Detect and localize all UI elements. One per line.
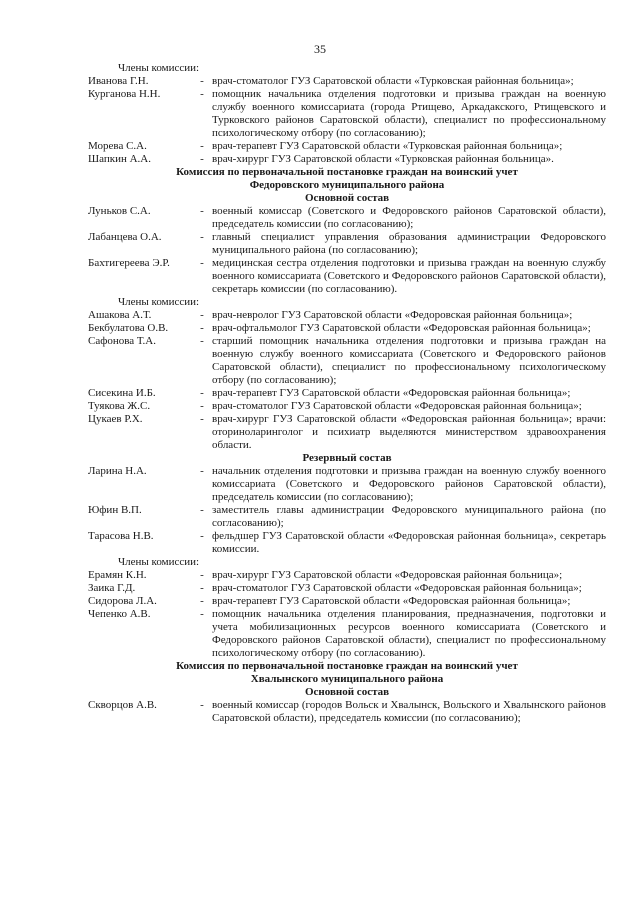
dash-separator: -: [200, 322, 204, 334]
member-entry: [88, 608, 606, 660]
dash-separator: -: [200, 400, 204, 412]
section-heading: Комиссия по первоначальной постановке граждан на воинский учет: [176, 166, 518, 178]
member-name: Ларина Н.А.: [88, 465, 147, 477]
dash-separator: -: [200, 309, 204, 321]
dash-separator: -: [200, 153, 204, 165]
member-description: военный комиссар (городов Вольск и Хвалынск, Вольского и Хвалынского районов Саратовской области), председатель комиссии (по согласованию);: [212, 699, 606, 724]
member-description: врач-стоматолог ГУЗ Саратовской области «Федоровская районная больница»;: [212, 582, 582, 594]
member-description: начальник отделения подготовки и призыва граждан на военную службу военного комиссариата (Советского и Федоровского районов Саратовской области), председатель комиссии (по согласованию);: [212, 465, 606, 503]
member-name: Цукаев Р.Х.: [88, 413, 143, 425]
member-name: Бекбулатова О.В.: [88, 322, 169, 334]
member-name: Иванова Г.Н.: [88, 75, 149, 87]
member-description: старший помощник начальника отделения подготовки и призыва граждан на военную службу военного комиссариата (Советского и Федоровского районов Саратовской области), специалист по профессиональному психологическому отбору (по согласованию);: [212, 335, 606, 386]
dash-separator: -: [200, 231, 204, 243]
member-entry: [88, 335, 606, 387]
member-entry: [88, 569, 606, 582]
member-name: Туякова Ж.С.: [88, 400, 151, 412]
member-entry: [88, 530, 606, 556]
member-description: главный специалист управления образования администрации Федоровского муниципального района (по согласованию);: [212, 231, 606, 256]
member-entry: [88, 322, 606, 335]
dash-separator: -: [200, 595, 204, 607]
member-name: Сидорова Л.А.: [88, 595, 157, 607]
member-entry: [88, 504, 606, 530]
dash-separator: -: [200, 582, 204, 594]
member-entry: [88, 465, 606, 504]
member-description: военный комиссар (Советского и Федоровского районов Саратовской области), председатель комиссии (по согласованию);: [212, 205, 606, 230]
member-name: Заика Г.Д.: [88, 582, 136, 594]
member-entry: [88, 413, 606, 452]
member-entry: [88, 257, 606, 296]
member-entry: [88, 205, 606, 231]
member-entry: [88, 699, 606, 725]
section-heading: Основной состав: [304, 192, 390, 204]
member-entry: [88, 88, 606, 140]
member-description: помощник начальника отделения планирования, предназначения, подготовки и учета мобилизационных ресурсов военного комиссариата (Советского и Федоровского районов Саратовской области), специалист по профессиональному психологическому отбору (по согласованию).: [212, 608, 606, 659]
member-description: медицинская сестра отделения подготовки и призыва граждан на военную службу военного комиссариата (Советского и Федоровского районов Саратовской области), секретарь комиссии (по согласованию).: [212, 257, 606, 295]
dash-separator: -: [200, 75, 204, 87]
dash-separator: -: [200, 465, 204, 477]
members-subheading: Члены комиссии:: [118, 296, 200, 308]
dash-separator: -: [200, 88, 204, 100]
member-name: Курганова Н.Н.: [88, 88, 161, 100]
dash-separator: -: [200, 608, 204, 620]
member-name: Луньков С.А.: [88, 205, 151, 217]
member-description: врач-хирург ГУЗ Саратовской области «Федоровская районная больница»; врачи: оториноларинголог и психиатр выделяются министерством здравоохранения области.: [212, 413, 606, 451]
member-name: Сафонова Т.А.: [88, 335, 156, 347]
member-entry: [88, 75, 606, 88]
member-description: врач-терапевт ГУЗ Саратовской области «Федоровская районная больница»;: [212, 595, 571, 607]
dash-separator: -: [200, 530, 204, 542]
member-entry: [88, 153, 606, 166]
member-name: Ашакова А.Т.: [88, 309, 152, 321]
member-entry: [88, 595, 606, 608]
member-name: Ерамян К.Н.: [88, 569, 147, 581]
member-description: помощник начальника отделения подготовки и призыва граждан на военную службу военного комиссариата (города Ртищево, Аркадакского, Ртищевского и Турковского районов Саратовской области), специалист по профессиональному психологическому отбору (по согласованию);: [212, 88, 606, 139]
document-body: [88, 62, 606, 725]
member-entry: [88, 140, 606, 153]
member-description: врач-терапевт ГУЗ Саратовской области «Турковская районная больница»;: [212, 140, 563, 152]
dash-separator: -: [200, 257, 204, 269]
member-description: врач-стоматолог ГУЗ Саратовской области «Федоровская районная больница»;: [212, 400, 582, 412]
member-name: Сисекина И.Б.: [88, 387, 156, 399]
member-description: врач-стоматолог ГУЗ Саратовской области «Турковская районная больница»;: [212, 75, 574, 87]
member-name: Бахтигереева Э.Р.: [88, 257, 170, 269]
member-description: заместитель главы администрации Федоровского муниципального района (по согласованию);: [212, 504, 606, 529]
section-heading: Резервный состав: [302, 452, 392, 464]
dash-separator: -: [200, 699, 204, 711]
member-name: Скворцов А.В.: [88, 699, 157, 711]
dash-separator: -: [200, 140, 204, 152]
section-heading: Хвалынского муниципального района: [250, 673, 444, 685]
member-description: врач-офтальмолог ГУЗ Саратовской области «Федоровская районная больница»;: [212, 322, 591, 334]
member-description: врач-терапевт ГУЗ Саратовской области «Федоровская районная больница»;: [212, 387, 571, 399]
member-description: врач-невролог ГУЗ Саратовской области «Федоровская районная больница»;: [212, 309, 573, 321]
member-name: Лабанцева О.А.: [88, 231, 162, 243]
member-name: Чепенко А.В.: [88, 608, 151, 620]
section-heading: Основной состав: [304, 686, 390, 698]
member-entry: [88, 400, 606, 413]
page-number: 35: [314, 42, 326, 56]
dash-separator: -: [200, 504, 204, 516]
members-subheading: Члены комиссии:: [118, 556, 200, 568]
member-name: Тарасова Н.В.: [88, 530, 154, 542]
dash-separator: -: [200, 413, 204, 425]
member-entry: [88, 231, 606, 257]
dash-separator: -: [200, 205, 204, 217]
member-entry: [88, 387, 606, 400]
member-description: врач-хирург ГУЗ Саратовской области «Федоровская районная больница»;: [212, 569, 563, 581]
dash-separator: -: [200, 335, 204, 347]
members-subheading: Члены комиссии:: [118, 62, 200, 74]
member-name: Юфин В.П.: [88, 504, 142, 516]
member-name: Шапкин А.А.: [88, 153, 151, 165]
section-heading: Федоровского муниципального района: [249, 179, 445, 191]
member-description: фельдшер ГУЗ Саратовской области «Федоровская районная больница», секретарь комиссии.: [212, 530, 606, 555]
dash-separator: -: [200, 569, 204, 581]
member-entry: [88, 582, 606, 595]
section-heading: Комиссия по первоначальной постановке граждан на воинский учет: [176, 660, 518, 672]
dash-separator: -: [200, 387, 204, 399]
member-entry: [88, 309, 606, 322]
member-name: Морева С.А.: [88, 140, 147, 152]
member-description: врач-хирург ГУЗ Саратовской области «Турковская районная больница».: [212, 153, 554, 165]
